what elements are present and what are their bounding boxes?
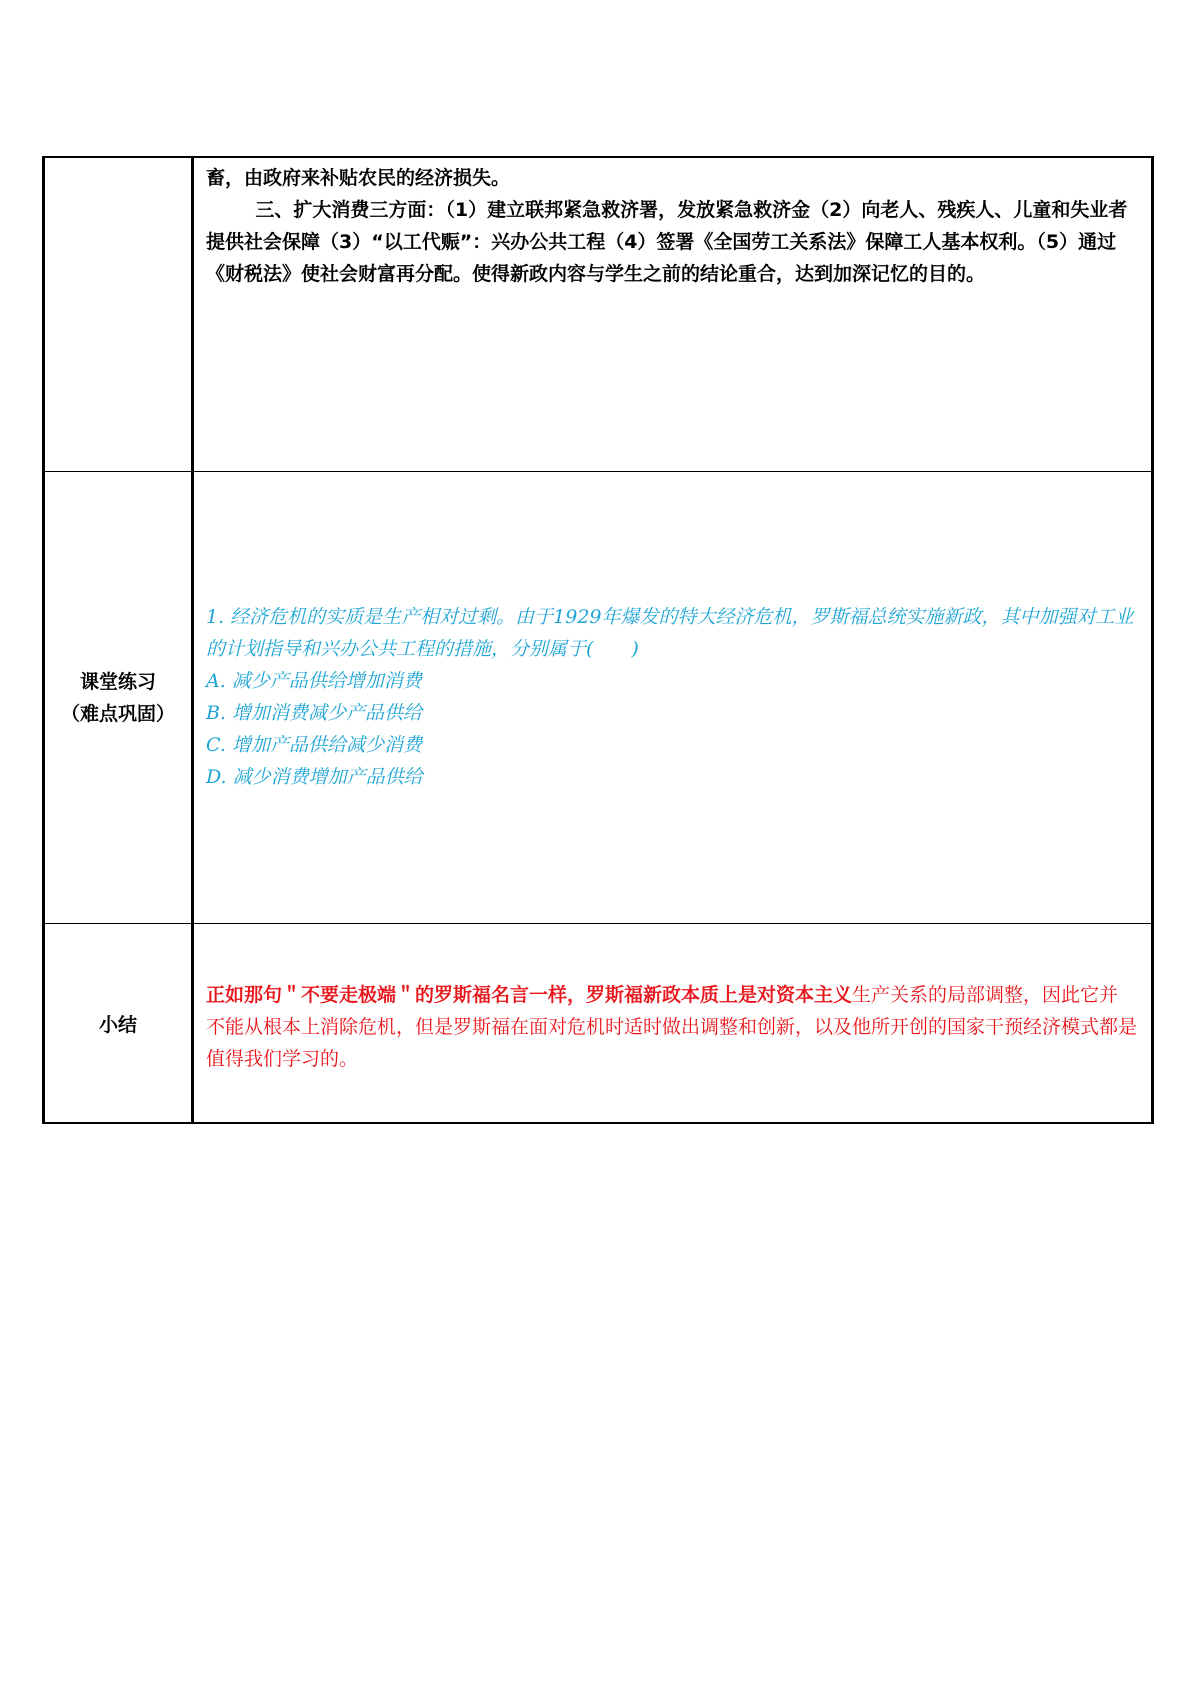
content-cell: [193, 157, 1153, 472]
row-label-cell: [44, 924, 193, 1124]
table-row: [44, 157, 1153, 472]
lesson-plan-table: [42, 156, 1154, 1124]
row-label-cell: [44, 472, 193, 924]
exercise-option-c: C. 增加产品供给减少消费: [206, 734, 422, 756]
summary-paragraph: [206, 979, 1137, 1075]
table-row: [44, 924, 1153, 1124]
row-label-exercise: 课堂练习: [79, 670, 156, 693]
table-row: [44, 472, 1153, 924]
content-paragraph: 三、扩大消费三方面：（1）建立联邦紧急救济署，发放紧急救济金（2）向老人、残疾人、儿童和失业者提供社会保障（3）“以工代赈”：兴办公共工程（4）签署《全国劳工关系法》保障工人基本权利。（5）通过《财税法》使社会财富再分配。使得新政内容与学生之前的结论重合，达到加深记忆的目的。: [206, 199, 1128, 285]
content-cell: [193, 924, 1153, 1124]
exercise-question: 1. 经济危机的实质是生产相对过剩。由于1929年爆发的特大经济危机，罗斯福总统实施新政，其中加强对工业的计划指导和兴办公共工程的措施，分别属于( ): [206, 606, 1134, 660]
summary-text: 生产关系的局部调整，因此它并不能从根本上消除危机，但是罗斯福在面对危机时适时做出调整和创新，以及他所开创的国家干预经济模式都是值得我们学习的。: [206, 984, 1138, 1070]
exercise-option-a: A. 减少产品供给增加消费: [206, 670, 422, 692]
exercise-option-d: D. 减少消费增加产品供给: [206, 766, 423, 788]
row-label-cell: [44, 157, 193, 472]
content-cell: [193, 472, 1153, 924]
summary-bold-text: 正如那句＂不要走极端＂的罗斯福名言一样，罗斯福新政本质上是对资本主义: [206, 984, 853, 1006]
row-label-subtitle: （难点巩固）: [60, 702, 175, 725]
exercise-option-b: B. 增加消费减少产品供给: [206, 702, 423, 724]
row-label-summary: 小结: [98, 1013, 137, 1036]
content-line: 畜，由政府来补贴农民的经济损失。: [206, 167, 511, 189]
